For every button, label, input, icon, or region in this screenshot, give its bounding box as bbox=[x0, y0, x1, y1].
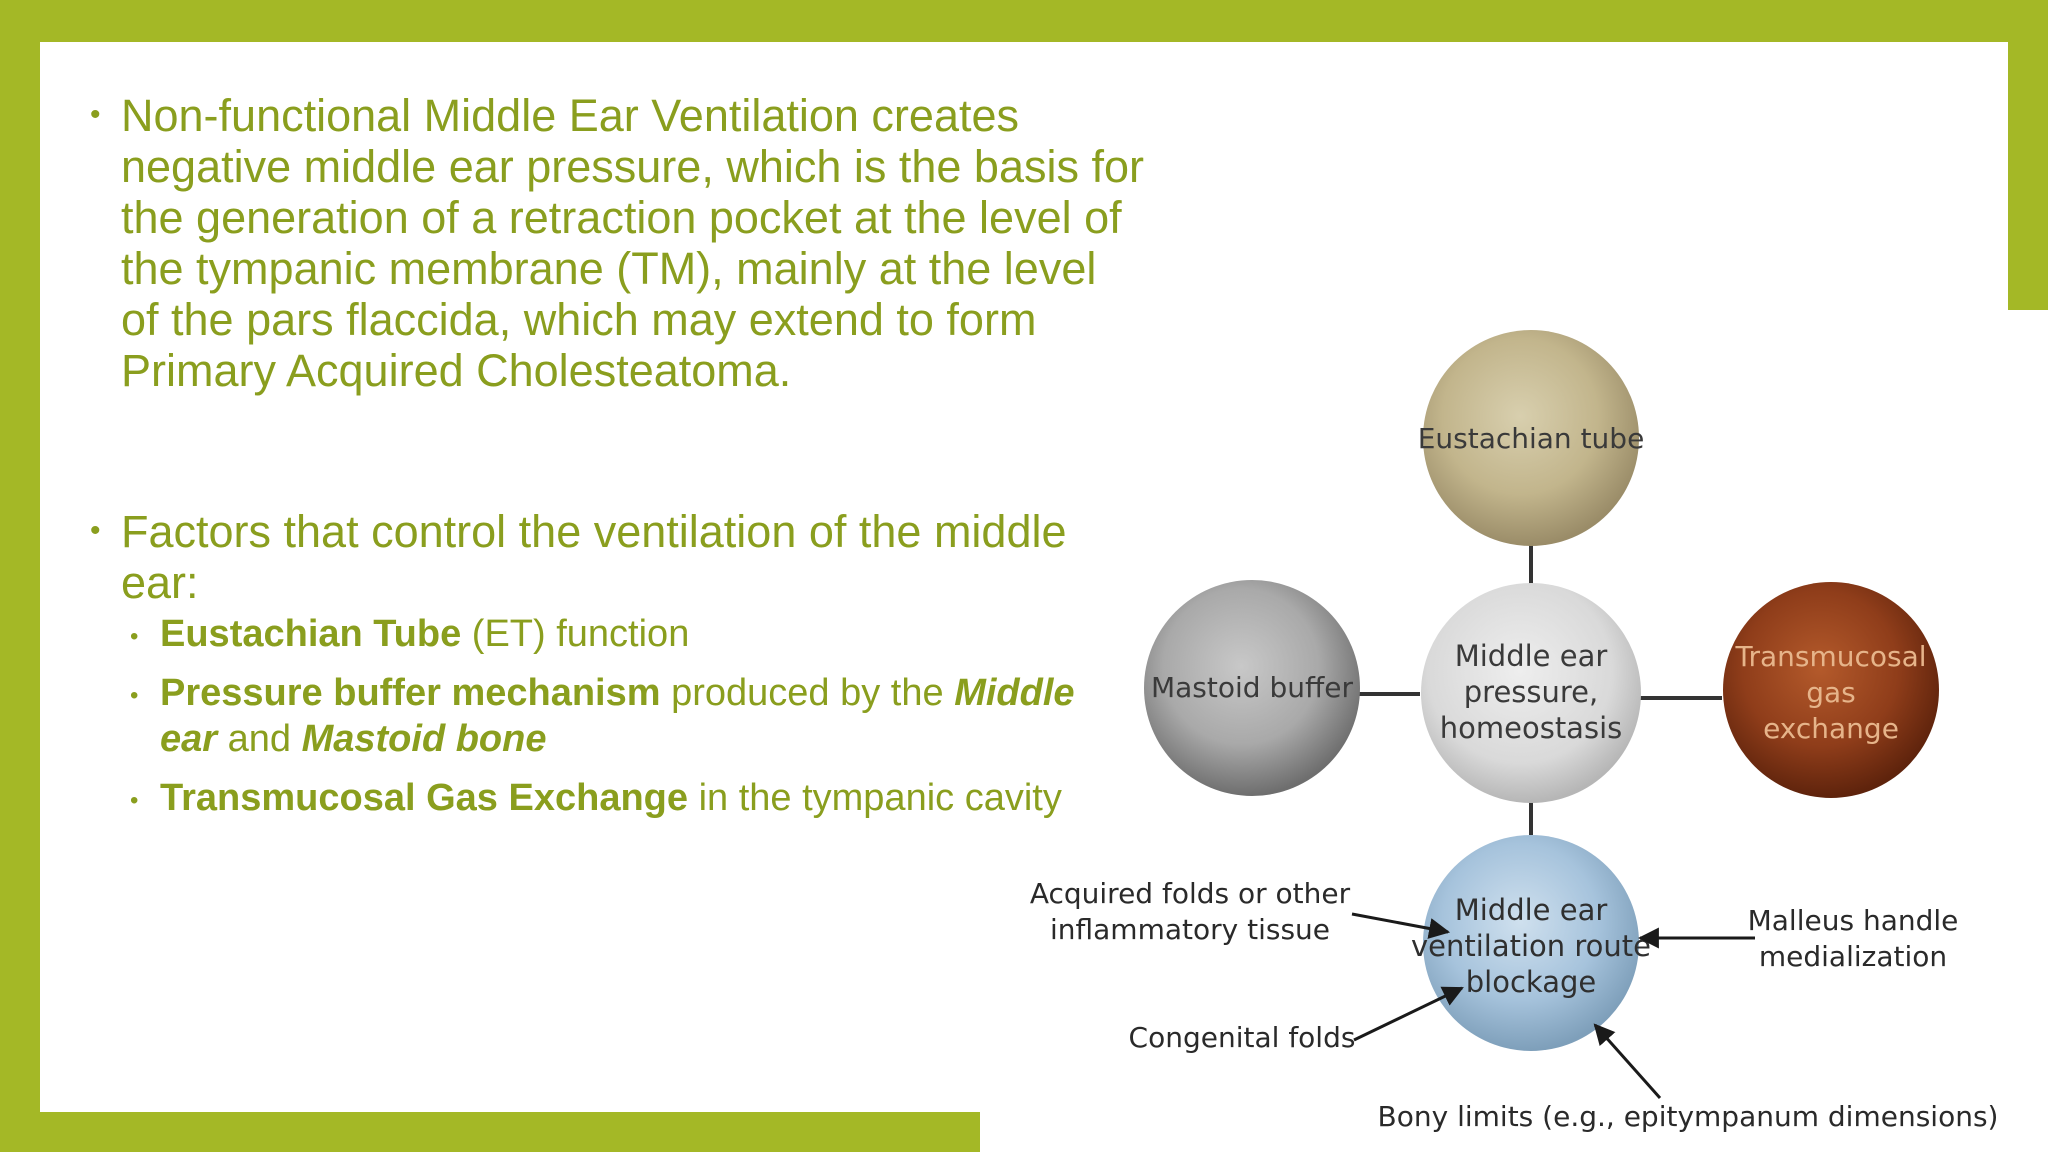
arrow-bony-limits bbox=[1595, 1025, 1660, 1098]
subbullet-marker: • bbox=[130, 623, 139, 650]
subbullet-transmucosal-bold: Transmucosal Gas Exchange bbox=[160, 777, 689, 819]
bullet-1-line: of the pars flaccida, which may extend to form bbox=[121, 294, 1037, 345]
bullet-1-line: Non-functional Middle Ear Ventilation creates bbox=[121, 90, 1020, 141]
bullet-marker: • bbox=[90, 514, 101, 547]
bullet-1-line: negative middle ear pressure, which is the basis for bbox=[121, 141, 1145, 192]
subbullet-eustachian-rest: (ET) function bbox=[461, 613, 690, 655]
acquired-folds-label-line: Acquired folds or other bbox=[1029, 877, 1351, 910]
homeostasis-label-line: homeostasis bbox=[1439, 711, 1623, 745]
homeostasis-label-line: pressure, bbox=[1463, 675, 1599, 709]
subbullet-pressure-italic-mastoid: Mastoid bone bbox=[301, 718, 547, 760]
subbullet-pressure-and: and bbox=[217, 718, 302, 760]
transmucosal-label-line: exchange bbox=[1763, 712, 1899, 745]
blockage-label-line: ventilation route bbox=[1410, 929, 1652, 963]
subbullet-marker: • bbox=[130, 787, 139, 814]
transmucosal-label-line: gas bbox=[1806, 676, 1856, 709]
subbullet-pressure-bold: Pressure buffer mechanism bbox=[160, 672, 661, 714]
subbullet-eustachian-bold: Eustachian Tube bbox=[160, 613, 462, 655]
malleus-label-line: medialization bbox=[1758, 940, 1948, 973]
mastoid-buffer-label: Mastoid buffer bbox=[1150, 671, 1354, 704]
subbullet-transmucosal-rest: in the tympanic cavity bbox=[688, 777, 1062, 819]
blockage-label-line: blockage bbox=[1465, 965, 1597, 999]
subbullet-pressure-italic-middle: Middle bbox=[954, 672, 1075, 714]
bullet-2-line: Factors that control the ventilation of the middle bbox=[121, 506, 1067, 557]
bony-limits-label: Bony limits (e.g., epitympanum dimensions) bbox=[1377, 1100, 1999, 1133]
subbullet-pressure-mid: produced by the bbox=[660, 672, 955, 714]
bullet-2-line: ear: bbox=[121, 557, 199, 608]
subbullet-pressure-italic-ear: ear bbox=[160, 718, 218, 760]
bullet-1-line: the tympanic membrane (TM), mainly at the level bbox=[121, 243, 1097, 294]
congenital-folds-label: Congenital folds bbox=[1128, 1021, 1356, 1054]
bullet-1-line: the generation of a retraction pocket at the level of bbox=[121, 192, 1122, 243]
arrow-congenital-folds bbox=[1354, 988, 1462, 1040]
bullet-1-line: Primary Acquired Cholesteatoma. bbox=[121, 345, 792, 396]
homeostasis-label-line: Middle ear bbox=[1454, 639, 1608, 673]
malleus-label-line: Malleus handle bbox=[1747, 904, 1959, 937]
eustachian-tube-label: Eustachian tube bbox=[1417, 422, 1645, 455]
subbullet-marker: • bbox=[130, 682, 139, 709]
blockage-label-line: Middle ear bbox=[1454, 893, 1608, 927]
bullet-marker: • bbox=[90, 98, 101, 131]
acquired-folds-label-line: inflammatory tissue bbox=[1049, 913, 1331, 946]
transmucosal-label-line: Transmucosal bbox=[1735, 640, 1927, 673]
